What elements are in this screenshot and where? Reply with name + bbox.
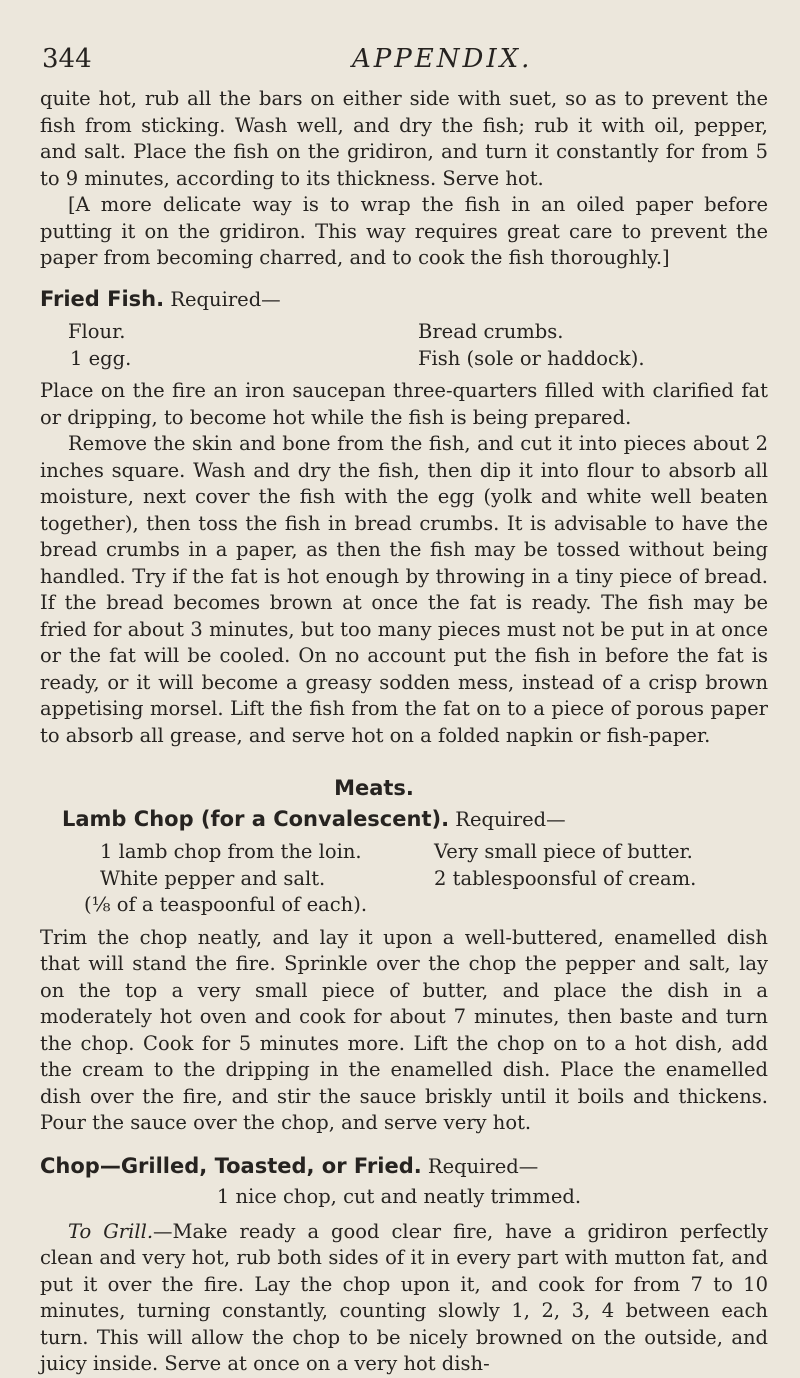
lamb-chop-ingredients-right (434, 839, 768, 892)
ingredient: White pepper and salt. (100, 866, 326, 890)
broiled-fish-note: [A more delicate way is to wrap the fish in an oiled paper before putting it on the gridiron. This way requires great care to prevent the paper from becoming charred, and to cook the fish thoroughly.] (40, 193, 768, 269)
chop-grilled-text: —Make ready a good clear fire, have a gridiron perfectly clean and very hot, rub both sides of it in every part with mutton fat, and put it over the fire. Lay the chop upon it, and cook for from 7 to 10 minutes, turning constantly, counting slowly 1, 2, 3, 4 between each turn. This will allow the chop to be nicely browned on the outside, and juicy inside. Serve at once on a very hot dish- (40, 1219, 768, 1375)
ingredient: Fish (sole or haddock). (418, 346, 645, 370)
lamb-chop-ingredients-left (100, 839, 434, 892)
fried-fish-heading-line (40, 286, 768, 314)
ingredient: Very small piece of butter. (434, 840, 693, 863)
fried-fish-ingredients-right (418, 319, 768, 372)
running-title: APPENDIX. (352, 44, 533, 74)
lamb-chop-title: Lamb Chop (for a Convalescent). (62, 806, 450, 831)
page-number: 344 (42, 44, 92, 74)
ingredient: 1 lamb chop from the loin. (100, 840, 362, 863)
broiled-fish-continuation: quite hot, rub all the bars on either side with suet, so as to prevent the fish from sticking. Wash well, and dry the fish; rub it with oil, pepper, and salt. Place the fish on the gridiron, and turn it constantly for from 5 to 9 minutes, according to its thickness. Serve hot. (40, 87, 768, 190)
page-header (40, 44, 760, 84)
fried-fish-required-label: Required— (170, 287, 281, 311)
meats-section-heading: Meats. (334, 776, 414, 800)
lamb-chop-required-label: Required— (455, 807, 566, 831)
chop-grilled-title: Chop—Grilled, Toasted, or Fried. (40, 1153, 422, 1178)
ingredient: Flour. (68, 320, 126, 343)
lamb-chop-heading-line (40, 806, 768, 834)
chop-grilled-paragraph (40, 1219, 768, 1378)
ingredient: Bread crumbs. (418, 320, 564, 343)
lamb-chop-quantity-note: (⅛ of a teaspoonful of each). (84, 893, 368, 916)
chop-grilled-heading-line (40, 1153, 768, 1181)
fried-fish-paragraph-1: Place on the fire an iron saucepan three-quarters filled with clarified fat or dripping, to become hot while the fish is being prepared. (40, 379, 768, 429)
ingredient: 2 tablespoonsful of cream. (434, 866, 697, 890)
chop-grilled-ingredient: 1 nice chop, cut and neatly trimmed. (216, 1185, 582, 1208)
fried-fish-ingredients-left (68, 319, 418, 372)
chop-grilled-required-label: Required— (427, 1154, 539, 1178)
fried-fish-title: Fried Fish. (40, 286, 165, 311)
lamb-chop-ingredients (40, 839, 768, 892)
to-grill-label: To Grill. (68, 1219, 154, 1243)
ingredient: 1 egg. (70, 346, 132, 370)
page-body (40, 86, 768, 1378)
fried-fish-paragraph-2: Remove the skin and bone from the fish, and cut it into pieces about 2 inches square. Wash and dry the fish, then dip it into flour to absorb all moisture, next cover the fish with the egg (yolk and white well beaten together), then toss the fish in bread crumbs. It is advisable to have the bread crumbs in a paper, as then the fish may be tossed without being handled. Try if the fat is hot enough by throwing in a tiny piece of bread. If the bread becomes brown at once the fat is ready. The fish may be fried for about 3 minutes, but too many pieces must not be put in at once or the fat will be cooled. On no account put the fish in before the fat is ready, or it will become a greasy sodden mess, instead of a crisp brown appetising morsel. Lift the fish from the fat on to a piece of porous paper to absorb all grease, and serve hot on a folded napkin or fish-paper. (40, 432, 768, 747)
fried-fish-ingredients (40, 319, 768, 372)
lamb-chop-paragraph: Trim the chop neatly, and lay it upon a well-buttered, enamelled dish that will stand the fire. Sprinkle over the chop the pepper and salt, lay on the top a very small piece of butter, and place the dish in a moderately hot oven and cook for about 7 minutes, then baste and turn the chop. Cook for 5 minutes more. Lift the chop on to a hot dish, add the cream to the dripping in the enamelled dish. Place the enamelled dish over the fire, and stir the sauce briskly until it boils and thickens. Pour the sauce over the chop, and serve very hot. (40, 925, 768, 1134)
